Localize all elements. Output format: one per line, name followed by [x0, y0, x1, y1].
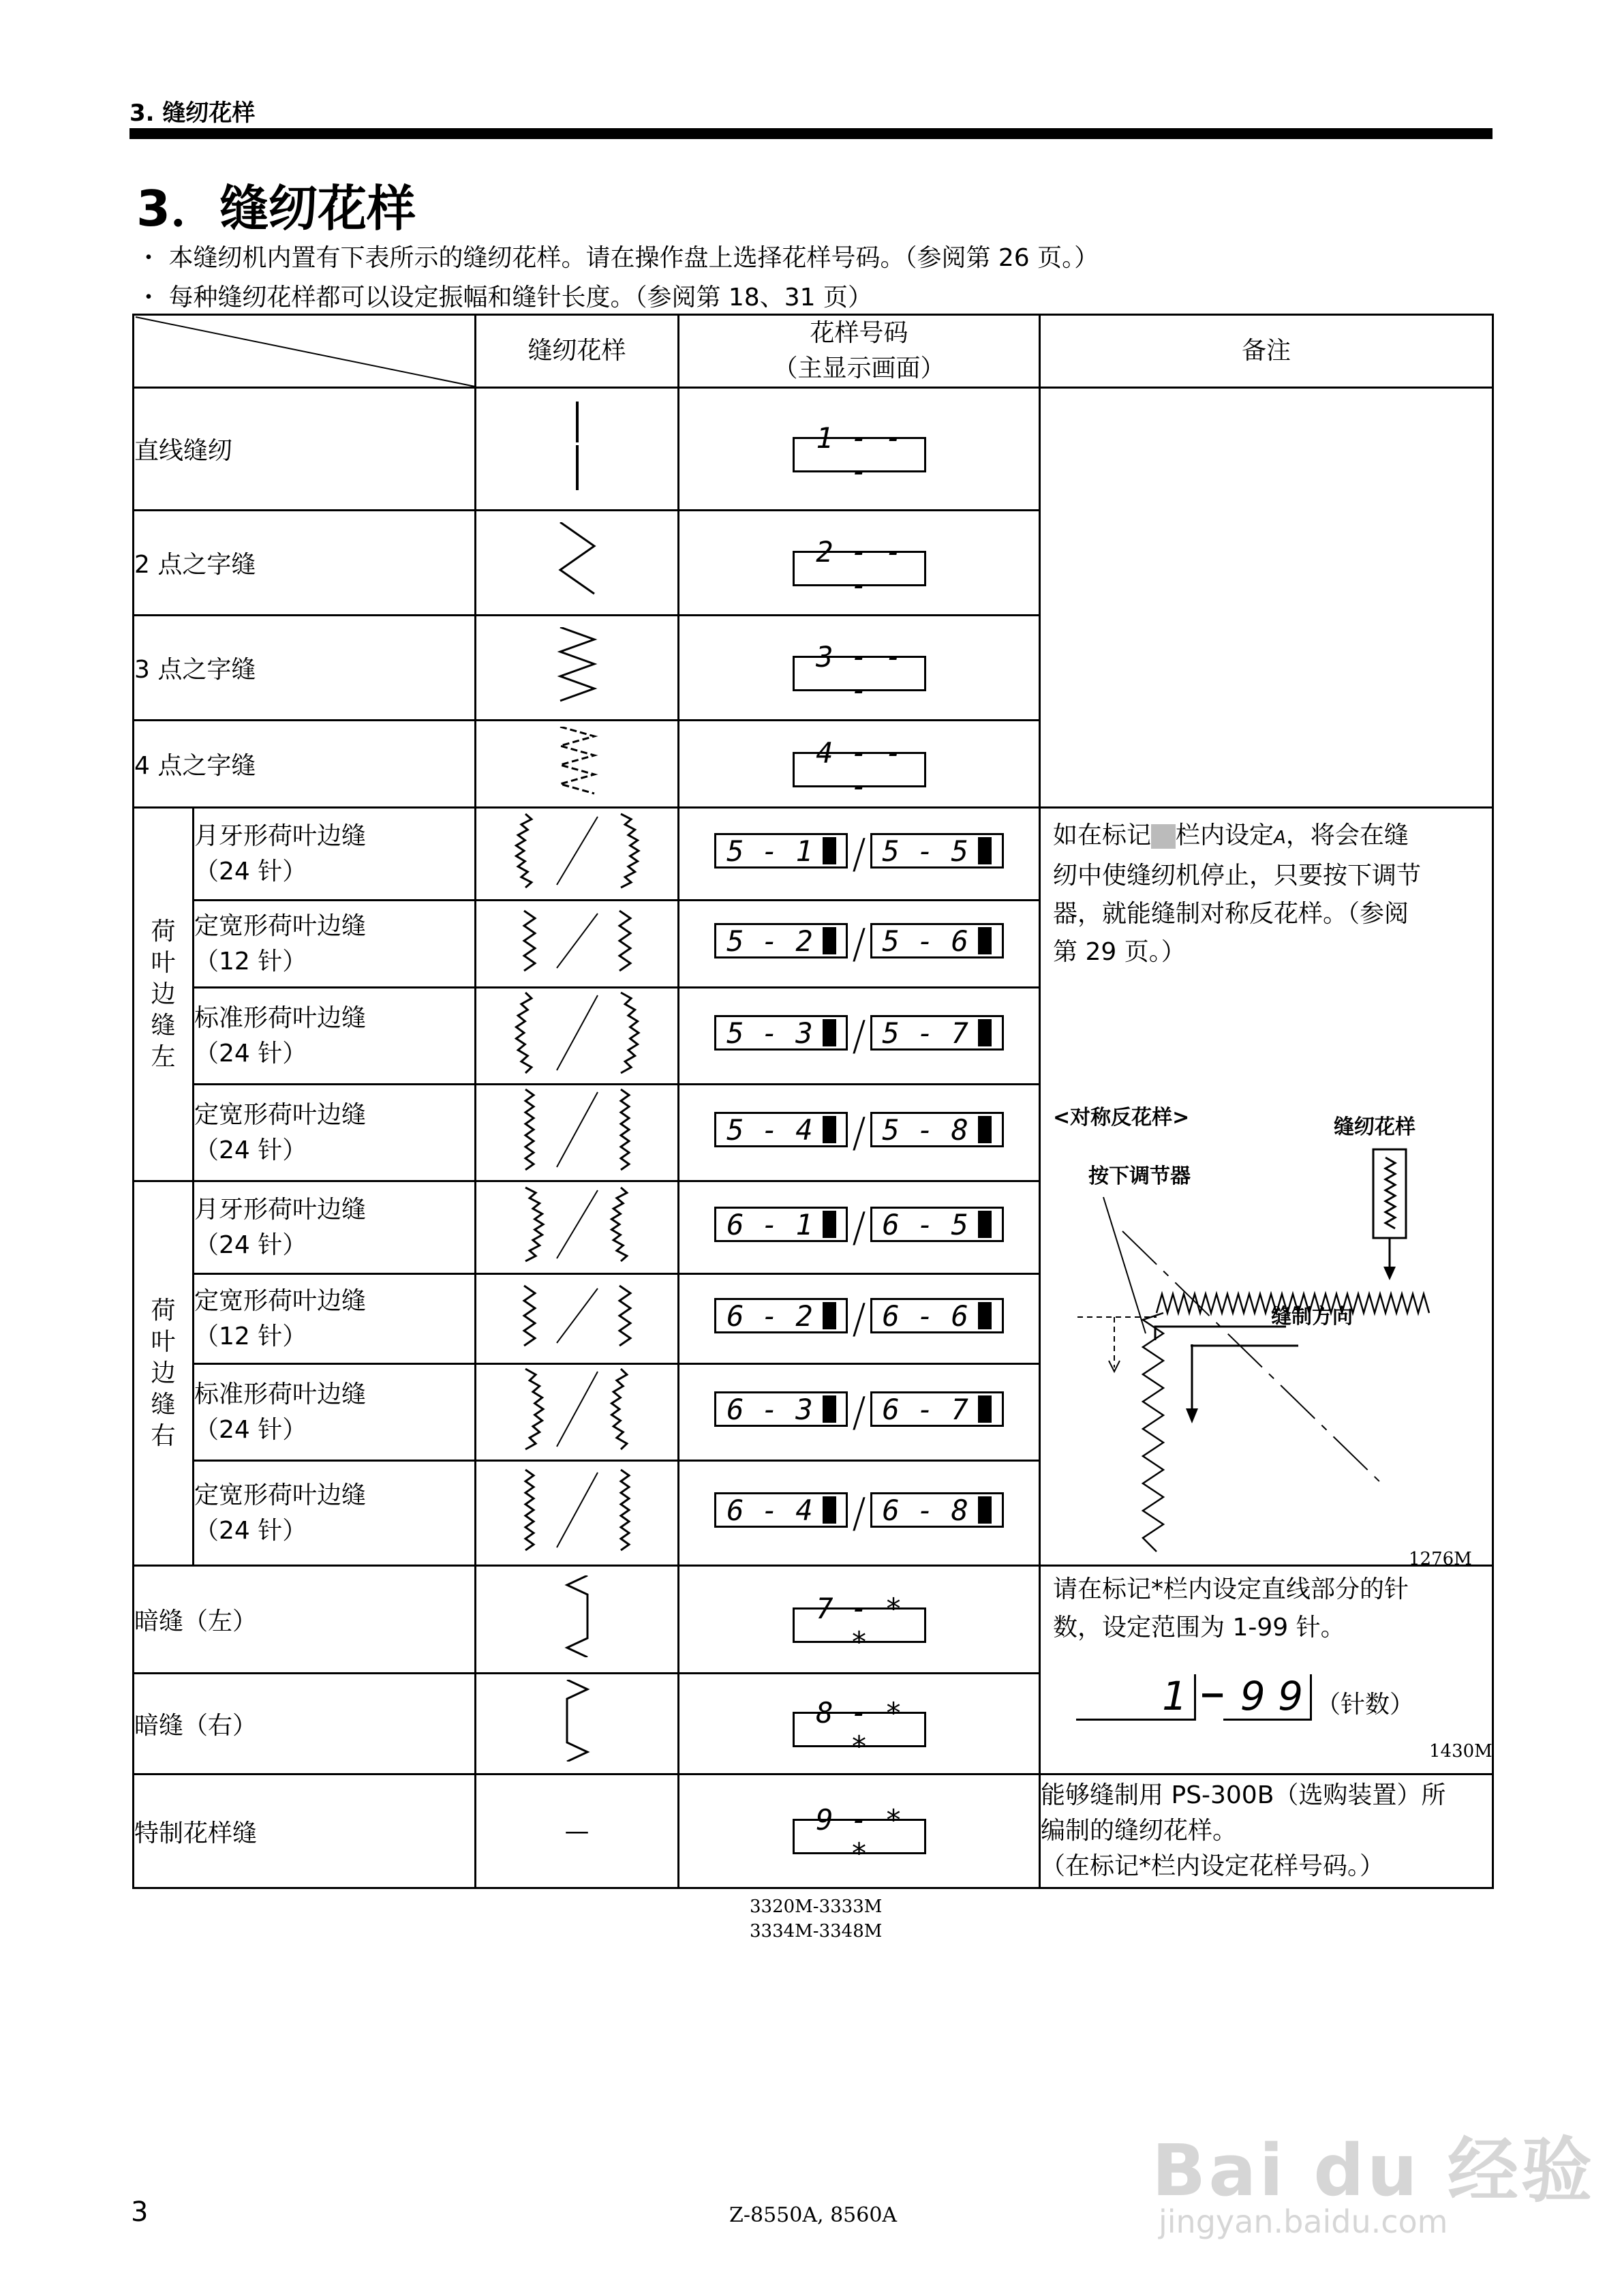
zigzag-2pt-icon [476, 511, 679, 616]
scallop-right-standard-icon [476, 1364, 679, 1461]
header-code-line2: （主显示画面） [773, 354, 945, 382]
pattern-name: 月牙形荷叶边缝 （24 针） [194, 1181, 476, 1274]
scallop-right-fixed12-icon [476, 1274, 679, 1364]
mirror-pattern-figure [1041, 809, 1490, 1584]
pattern-code: 6 - 2 / 6 - 6 [679, 1274, 1040, 1364]
figure-ref-1: 3320M-3333M [750, 1897, 883, 1917]
remarks-blind [1040, 1566, 1493, 1774]
group-label-left: 荷 叶 边 缝 左 [134, 808, 194, 1181]
divider-slash [557, 817, 598, 885]
blind-stitch-right-icon [476, 1674, 679, 1774]
pattern-code: 5 - 4 / 5 - 8 [679, 1085, 1040, 1181]
scallop-right-fixed24-icon [476, 1461, 679, 1566]
model-number: Z-8550A, 8560A [729, 2203, 898, 2227]
scallop-right-crescent-icon [476, 1181, 679, 1274]
stitch-zigzag [621, 1470, 629, 1550]
pattern-code: 6 - 3 / 6 - 7 [679, 1364, 1040, 1461]
pattern-name: 3 点之字缝 [134, 616, 476, 721]
blind-note: 请在标记*栏内设定直线部分的针 数，设定范围为 1-99 针。 [1053, 1575, 1409, 1642]
pattern-name: 标准形荷叶边缝 （24 针） [194, 1364, 476, 1461]
divider-slash [557, 1372, 598, 1447]
pattern-code [679, 721, 1040, 808]
zigzag-4pt-icon [476, 721, 679, 808]
scallop-left-fixed12-icon [476, 901, 679, 988]
header-diagonal-cell [134, 315, 476, 388]
pattern-name: 定宽形荷叶边缝 （12 针） [194, 901, 476, 988]
intro-bullet-2: ・ 每种缝纫花样都可以设定振幅和缝针长度。（参阅第 18、31 页） [136, 284, 872, 312]
lcd-display: 3 - - - [793, 656, 926, 691]
pattern-code [679, 1566, 1040, 1674]
pattern-name: 2 点之字缝 [134, 511, 476, 616]
stitch-zigzag [621, 814, 639, 888]
page-number: 3 [131, 2196, 149, 2228]
header-code-line1: 花样号码 [810, 319, 908, 347]
zigzag-3pt-icon [476, 616, 679, 721]
pattern-code: 5 - 1 / 5 - 5 [679, 808, 1040, 901]
scallop-left-fixed24-icon [476, 1085, 679, 1181]
running-header: 3. 缝纫花样 [129, 100, 256, 127]
header-pattern: 缝纫花样 [476, 315, 679, 388]
scallop-left-crescent-icon [476, 808, 679, 901]
pattern-code [679, 1774, 1040, 1888]
pattern-name: 4 点之字缝 [134, 721, 476, 808]
stitch-count-figure: 1 − 9 9 （针数） 1430M [1041, 1655, 1492, 1771]
pattern-code [679, 616, 1040, 721]
pattern-name: 月牙形荷叶边缝 （24 针） [194, 808, 476, 901]
pattern-code [679, 1674, 1040, 1774]
pattern-code: 5 - 3 / 5 - 7 [679, 988, 1040, 1085]
figure-label-press: 按下调节器 [1088, 1164, 1191, 1188]
figure-label-pattern: 缝纫花样 [1334, 1115, 1416, 1139]
lcd-display: 1 - - - [793, 437, 926, 472]
pattern-code: 6 - 1 / 6 - 5 [679, 1181, 1040, 1274]
figure-id: 1276M [1409, 1549, 1472, 1569]
stitch-zigzag [619, 911, 630, 971]
pattern-none: — [476, 1774, 679, 1888]
divider-slash [557, 995, 598, 1070]
watermark-url: jingyan.baidu.com [1159, 2203, 1448, 2240]
remarks-empty [1040, 388, 1493, 808]
group-label-right: 荷 叶 边 缝 右 [134, 1181, 194, 1566]
pattern-name: 定宽形荷叶边缝 （12 针） [194, 1274, 476, 1364]
divider-slash [557, 913, 598, 968]
lcd-display: 4 - - - [793, 752, 926, 787]
stitch-zigzag [516, 993, 532, 1073]
divider-slash [557, 1472, 598, 1547]
remarks-scallop [1040, 808, 1493, 1569]
stitch-zigzag [611, 1188, 627, 1261]
lcd-display: 8 - * * [793, 1712, 926, 1747]
page-title: 3．缝纫花样 [136, 180, 416, 237]
stitch-zigzag [525, 1470, 534, 1550]
lcd-display: 9 - * * [793, 1819, 926, 1854]
divider-slash [557, 1190, 598, 1258]
pattern-code: 6 - 4 / 6 - 8 [679, 1461, 1040, 1566]
watermark-logo: Bai du 经验 [1152, 2129, 1595, 2212]
pattern-name: 暗缝（右） [134, 1674, 476, 1774]
pattern-name: 定宽形荷叶边缝 （24 针） [194, 1085, 476, 1181]
header-rule [129, 128, 1493, 139]
mirror-pattern-diagram [1041, 809, 1490, 1584]
figure-label-direction: 缝制方向 [1271, 1305, 1353, 1329]
pattern-name: 直线缝纫 [134, 388, 476, 511]
header-code [679, 315, 1040, 388]
stitch-zigzag [524, 911, 535, 971]
stitch-zigzag [621, 1089, 629, 1170]
stitch-zigzag [619, 1286, 630, 1346]
pattern-code [679, 388, 1040, 511]
pattern-name: 暗缝（左） [134, 1566, 476, 1674]
scallop-left-standard-icon [476, 988, 679, 1085]
lcd-display: 7 - * * [793, 1607, 926, 1643]
stitch-zigzag [516, 814, 532, 888]
figure-heading: <对称反花样> [1053, 1106, 1190, 1130]
intro-bullet-1: ・ 本缝纫机内置有下表所示的缝纫花样。请在操作盘上选择花样号码。（参阅第 26 页。） [136, 244, 1099, 272]
straight-stitch-icon [476, 388, 679, 511]
pattern-code: 5 - 2 / 5 - 6 [679, 901, 1040, 988]
pattern-name: 定宽形荷叶边缝 （24 针） [194, 1461, 476, 1566]
scallop-note: 如在标记 栏内设定A，将会在缝 纫中使缝纫机停止，只要按下调节 器，就能缝制对称反花样。（参阅 第 29 页。） [1053, 821, 1422, 966]
divider-slash [557, 1288, 598, 1343]
stitch-zigzag [611, 1369, 627, 1449]
stitch-zigzag [525, 1089, 534, 1170]
divider-slash [557, 1092, 598, 1167]
figure-ref-2: 3334M-3348M [750, 1921, 883, 1942]
remarks-special: 能够缝制用 PS-300B（选购装置）所 编制的缝纫花样。 （在标记*栏内设定花样号码。） [1040, 1774, 1493, 1888]
stitch-zigzag [525, 1188, 543, 1261]
stitch-zigzag [525, 1369, 543, 1449]
lcd-display: 2 - - - [793, 551, 926, 586]
pattern-table [132, 314, 1494, 1889]
header-remarks: 备注 [1040, 315, 1493, 388]
pattern-name: 标准形荷叶边缝 （24 针） [194, 988, 476, 1085]
stitch-zigzag [524, 1286, 535, 1346]
stitch-zigzag [621, 993, 639, 1073]
blind-stitch-left-icon [476, 1566, 679, 1674]
pattern-code [679, 511, 1040, 616]
pattern-name: 特制花样缝 [134, 1774, 476, 1888]
